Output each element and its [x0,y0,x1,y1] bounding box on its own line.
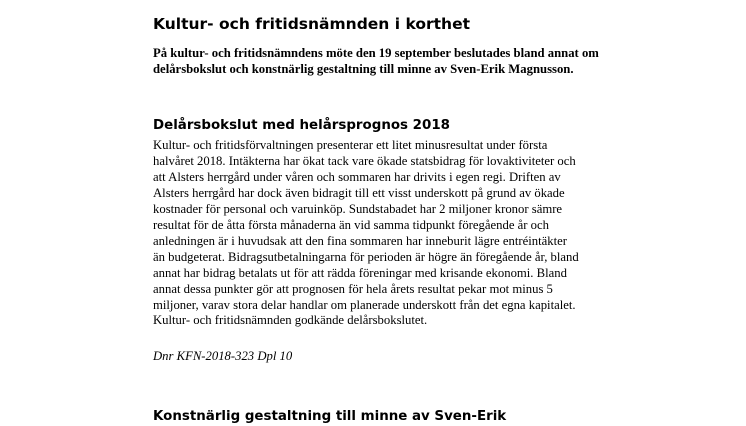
section-heading-delarsbokslut: Delårsbokslut med helårsprognos 2018 [153,118,450,133]
page-title: Kultur- och fritidsnämnden i korthet [153,15,470,33]
lead-paragraph: På kultur- och fritidsnämndens möte den 19 september beslutades bland annat om delårsbokslut och konstnärlig gestaltning till minne av Sven-Erik Magnusson. [153,46,599,76]
body-line: halvåret 2018. Intäkterna har ökat tack vare ökade statsbidrag för lovaktiviteter och [153,153,576,168]
body-line: annat dessa punkter gör att prognosen för hela årets resultat pekar mot minus 5 [153,281,553,296]
body-line: annat har bidrag betalats ut för att rädda föreningar med krisande ekonomi. Bland [153,265,567,280]
section-heading-konstnarlig-gestaltning: Konstnärlig gestaltning till minne av Sven-Erik [153,409,507,424]
reference-number: Dnr KFN-2018-323 Dpl 10 [153,349,293,363]
body-line: att Alsters herrgård under våren och sommaren har drivits i egen regi. Driften av [153,169,561,184]
body-line: anledningen är i huvudsak att den fina sommaren har inneburit lägre entréintäkter [153,233,567,248]
body-line: miljoner, varav stora delar handlar om planerade underskott från det egna kapitalet. [153,297,576,312]
body-line: Kultur- och fritidsnämnden godkände delårsbokslutet. [153,313,428,328]
body-line: än budgeterat. Bidragsutbetalningarna för perioden är högre än föregående år, bland [153,249,579,264]
body-line: Kultur- och fritidsförvaltningen presenterar ett litet minusresultat under första [153,138,548,152]
section-body-delarsbokslut [153,138,625,329]
body-line: Alsters herrgård har dock även bidragit till ett visst underskott på grund av ökade [153,185,565,200]
body-line: resultat för de åtta första månaderna än vid samma tidpunkt föregående år och [153,217,549,232]
body-line: kostnader för personal och varuinköp. Sundstabadet har 2 miljoner kronor sämre [153,201,563,216]
